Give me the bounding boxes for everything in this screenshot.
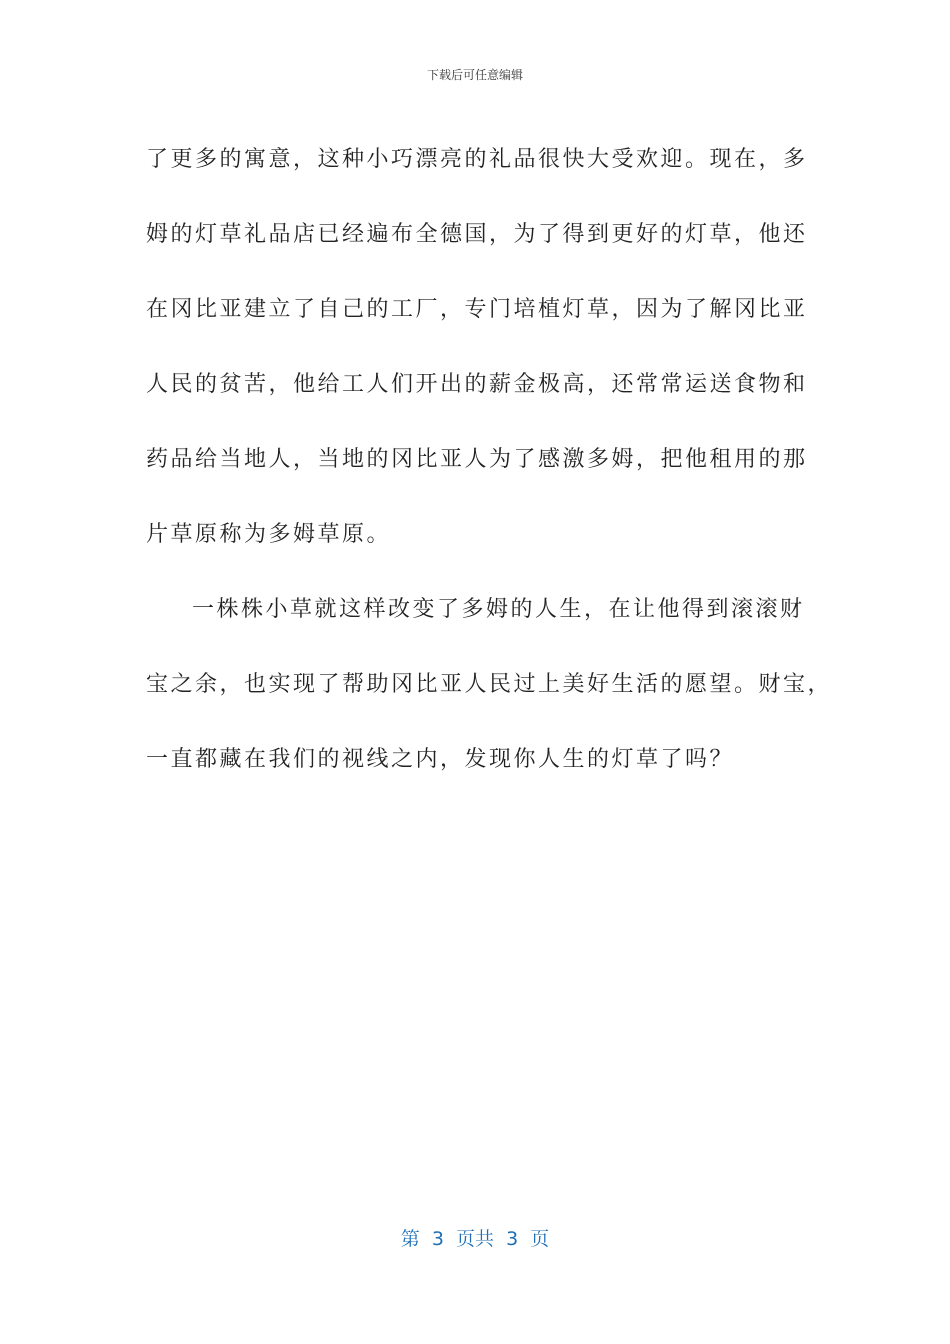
text-line: 宝之余，也实现了帮助冈比亚人民过上美好生活的愿望。财宝， bbox=[146, 672, 833, 697]
document-body bbox=[146, 122, 833, 797]
paragraph-2 bbox=[146, 572, 833, 797]
paragraph-1 bbox=[146, 122, 816, 572]
text-line: 一直都藏在我们的视线之内，发现你人生的灯草了吗？ bbox=[146, 747, 735, 772]
text-line: 人民的贫苦，他给工人们开出的薪金极高，还常常运送食物和 bbox=[146, 372, 808, 397]
text-line: 一株株小草就这样改变了多姆的人生，在让他得到滚滚财 bbox=[192, 597, 805, 622]
text-line: 片草原称为多姆草原。 bbox=[146, 522, 392, 547]
text-line: 姆的灯草礼品店已经遍布全德国，为了得到更好的灯草，他还 bbox=[146, 222, 808, 247]
text-line: 在冈比亚建立了自己的工厂，专门培植灯草，因为了解冈比亚 bbox=[146, 297, 808, 322]
text-line: 了更多的寓意，这种小巧漂亮的礼品很快大受欢迎。现在，多 bbox=[146, 147, 808, 172]
page-number: 第 3 页共 3 页 bbox=[400, 1228, 550, 1250]
text-line: 药品给当地人，当地的冈比亚人为了感激多姆，把他租用的那 bbox=[146, 447, 808, 472]
page-header: 下载后可任意编辑 bbox=[426, 68, 523, 82]
